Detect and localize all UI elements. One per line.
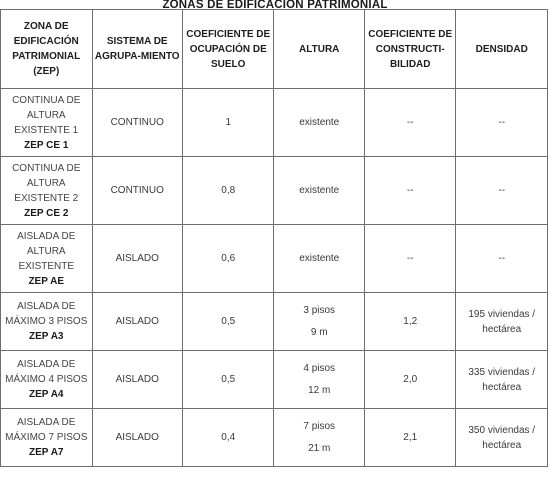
altura-cell: existente	[274, 89, 364, 157]
altura-pisos: 3 pisos	[303, 305, 336, 316]
header-densidad: DENSIDAD	[456, 10, 548, 89]
document-title: ZONAS DE EDIFICACIÓN PATRIMONIAL	[162, 0, 388, 11]
zone-code: ZEP A4	[29, 389, 64, 400]
sistema-cell: CONTINUO	[92, 89, 182, 157]
constructibilidad-cell: 2,0	[364, 351, 456, 409]
table-row	[1, 409, 548, 467]
zone-name: CONTINUA DE ALTURA EXISTENTE 2	[12, 162, 81, 204]
altura-cell	[274, 293, 364, 351]
sistema-cell: AISLADO	[92, 351, 182, 409]
sistema-cell: AISLADO	[92, 293, 182, 351]
zone-code: ZEP CE 2	[24, 207, 69, 219]
altura-cell	[274, 351, 364, 409]
densidad-unit: hectárea	[482, 381, 522, 393]
table-row	[1, 89, 548, 157]
constructibilidad-cell: --	[364, 89, 456, 157]
zone-code: ZEP AE	[28, 275, 65, 287]
densidad-value: 335 viviendas /	[468, 366, 536, 378]
densidad-unit: hectárea	[482, 323, 522, 335]
table-row	[1, 157, 548, 225]
zone-name: AISLADA DE MÁXIMO 7 PISOS	[5, 417, 88, 443]
header-altura: ALTURA	[274, 10, 364, 89]
zone-cell	[1, 409, 93, 467]
altura-metros: 21 m	[308, 443, 331, 454]
zone-name: AISLADA DE MÁXIMO 4 PISOS	[5, 359, 88, 385]
header-sistema: SISTEMA DE AGRUPA-MIENTO	[92, 10, 182, 89]
zone-cell	[1, 225, 93, 293]
densidad-unit: hectárea	[482, 439, 522, 451]
table-row	[1, 351, 548, 409]
header-zep: ZONA DE EDIFICACIÓN PATRIMONIAL (ZEP)	[1, 10, 93, 89]
cos-cell: 0,6	[182, 225, 274, 293]
zone-code: ZEP CE 1	[24, 139, 69, 151]
constructibilidad-cell: 2,1	[364, 409, 456, 467]
header-row	[1, 10, 548, 89]
zone-name: AISLADA DE ALTURA EXISTENTE	[17, 230, 76, 272]
cos-cell: 0,5	[182, 293, 274, 351]
constructibilidad-cell: --	[364, 157, 456, 225]
zone-cell	[1, 351, 93, 409]
header-constructibilidad: COEFICIENTE DE CONSTRUCTI-BILIDAD	[364, 10, 456, 89]
densidad-cell	[456, 351, 548, 409]
zone-cell	[1, 293, 93, 351]
densidad-cell: --	[456, 157, 548, 225]
altura-metros: 12 m	[308, 385, 331, 396]
zone-code: ZEP A7	[29, 447, 64, 458]
sistema-cell: CONTINUO	[92, 157, 182, 225]
zone-cell	[1, 157, 93, 225]
cos-cell: 1	[182, 89, 274, 157]
zone-name: CONTINUA DE ALTURA EXISTENTE 1	[12, 94, 81, 136]
table-row	[1, 225, 548, 293]
altura-cell: existente	[274, 225, 364, 293]
cos-cell: 0,5	[182, 351, 274, 409]
header-cos: COEFICIENTE DE OCUPACIÓN DE SUELO	[182, 10, 274, 89]
zone-code: ZEP A3	[29, 331, 64, 342]
constructibilidad-cell: 1,2	[364, 293, 456, 351]
constructibilidad-cell: --	[364, 225, 456, 293]
densidad-cell: --	[456, 225, 548, 293]
densidad-cell	[456, 409, 548, 467]
densidad-cell: --	[456, 89, 548, 157]
table-row	[1, 293, 548, 351]
densidad-cell	[456, 293, 548, 351]
zone-name: AISLADA DE MÁXIMO 3 PISOS	[5, 301, 88, 327]
zep-table	[0, 9, 548, 467]
cos-cell: 0,8	[182, 157, 274, 225]
densidad-value: 195 viviendas /	[468, 308, 536, 320]
altura-cell	[274, 409, 364, 467]
densidad-value: 350 viviendas /	[468, 424, 536, 436]
zone-cell	[1, 89, 93, 157]
altura-metros: 9 m	[310, 327, 328, 338]
sistema-cell: AISLADO	[92, 409, 182, 467]
altura-pisos: 4 pisos	[303, 363, 336, 374]
altura-cell: existente	[274, 157, 364, 225]
sistema-cell: AISLADO	[92, 225, 182, 293]
altura-pisos: 7 pisos	[303, 421, 336, 432]
cos-cell: 0,4	[182, 409, 274, 467]
